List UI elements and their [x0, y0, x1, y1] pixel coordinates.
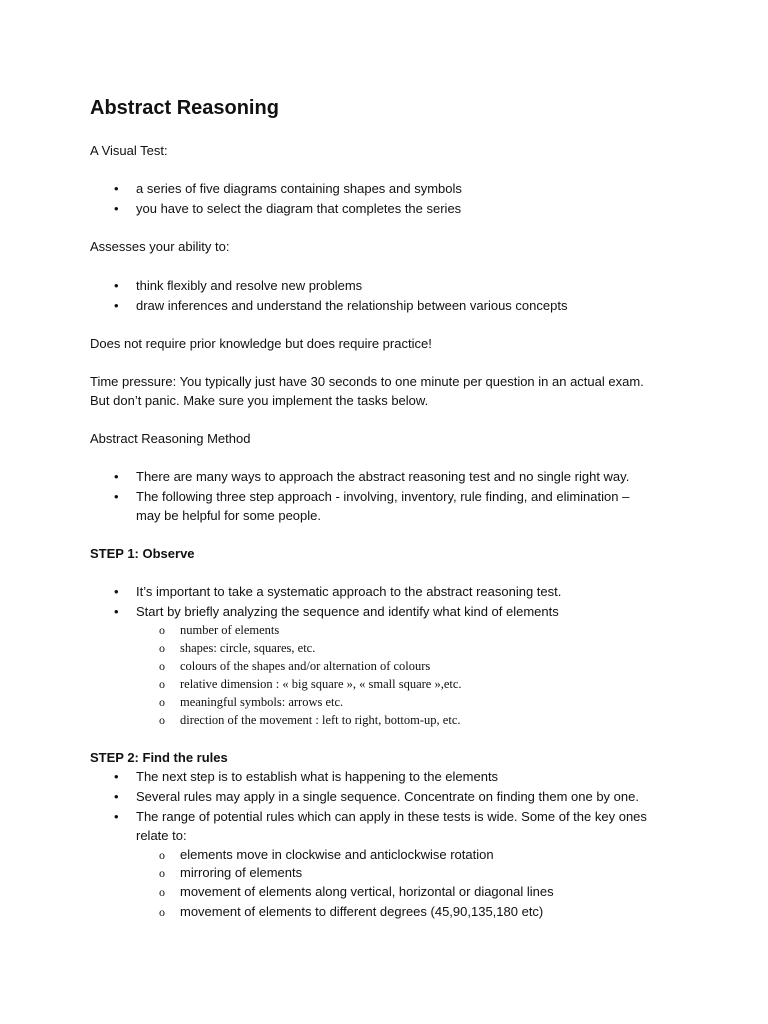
time-pressure-line: Time pressure: You typically just have 30 seconds to one minute per question in an actual exam. [90, 374, 644, 389]
step2-subitem: elements move in clockwise and anticlockwise rotation [180, 847, 494, 862]
subbullet-icon: o [159, 641, 165, 655]
assesses-item: draw inferences and understand the relationship between various concepts [136, 298, 568, 313]
step1-subitem: direction of the movement : left to right, bottom-up, etc. [180, 713, 461, 727]
subbullet-icon: o [159, 713, 165, 727]
step1-subitem: meaningful symbols: arrows etc. [180, 695, 344, 709]
time-pressure-line: But don’t panic. Make sure you implement the tasks below. [90, 393, 429, 408]
subbullet-icon: o [159, 905, 165, 919]
subbullet-icon: o [159, 659, 165, 673]
subbullet-icon: o [159, 866, 165, 880]
prior-knowledge-text: Does not require prior knowledge but does require practice! [90, 336, 432, 351]
step1-subitem: number of elements [180, 623, 280, 637]
step1-subitem: shapes: circle, squares, etc. [180, 641, 316, 655]
subbullet-icon: o [159, 848, 165, 862]
step2-subitem: mirroring of elements [180, 865, 303, 880]
bullet-icon: • [114, 181, 119, 196]
bullet-icon: • [114, 489, 119, 504]
subbullet-icon: o [159, 677, 165, 691]
step2-subitem: movement of elements along vertical, horizontal or diagonal lines [180, 884, 554, 899]
bullet-icon: • [114, 769, 119, 784]
visual-test-heading: A Visual Test: [90, 143, 168, 158]
subbullet-icon: o [159, 623, 165, 637]
bullet-icon: • [114, 604, 119, 619]
method-item-continuation: may be helpful for some people. [136, 508, 321, 523]
bullet-icon: • [114, 201, 119, 216]
step2-item: The range of potential rules which can apply in these tests is wide. Some of the key ones [136, 809, 647, 824]
assesses-heading: Assesses your ability to: [90, 239, 230, 254]
step1-item: Start by briefly analyzing the sequence and identify what kind of elements [136, 604, 559, 619]
bullet-icon: • [114, 584, 119, 599]
bullet-icon: • [114, 278, 119, 293]
subbullet-icon: o [159, 885, 165, 899]
step2-item: The next step is to establish what is happening to the elements [136, 769, 499, 784]
step1-item: It’s important to take a systematic approach to the abstract reasoning test. [136, 584, 562, 599]
step1-subitem: relative dimension : « big square », « small square »,etc. [180, 677, 462, 691]
step2-item: Several rules may apply in a single sequence. Concentrate on finding them one by one. [136, 789, 639, 804]
bullet-icon: • [114, 809, 119, 824]
step1-subitem: colours of the shapes and/or alternation of colours [180, 659, 431, 673]
step2-item-continuation: relate to: [136, 828, 187, 843]
step1-heading: STEP 1: Observe [90, 546, 195, 561]
page-title: Abstract Reasoning [90, 97, 279, 119]
assesses-item: think flexibly and resolve new problems [136, 278, 363, 293]
bullet-icon: • [114, 298, 119, 313]
visual-test-item: you have to select the diagram that completes the series [136, 201, 462, 216]
subbullet-icon: o [159, 695, 165, 709]
bullet-icon: • [114, 789, 119, 804]
bullet-icon: • [114, 469, 119, 484]
method-item: The following three step approach - involving, inventory, rule finding, and elimination – [136, 489, 630, 504]
method-heading: Abstract Reasoning Method [90, 431, 251, 446]
step2-heading: STEP 2: Find the rules [90, 750, 228, 765]
method-item: There are many ways to approach the abstract reasoning test and no single right way. [136, 469, 630, 484]
visual-test-item: a series of five diagrams containing shapes and symbols [136, 181, 462, 196]
step2-subitem: movement of elements to different degrees (45,90,135,180 etc) [180, 904, 544, 919]
